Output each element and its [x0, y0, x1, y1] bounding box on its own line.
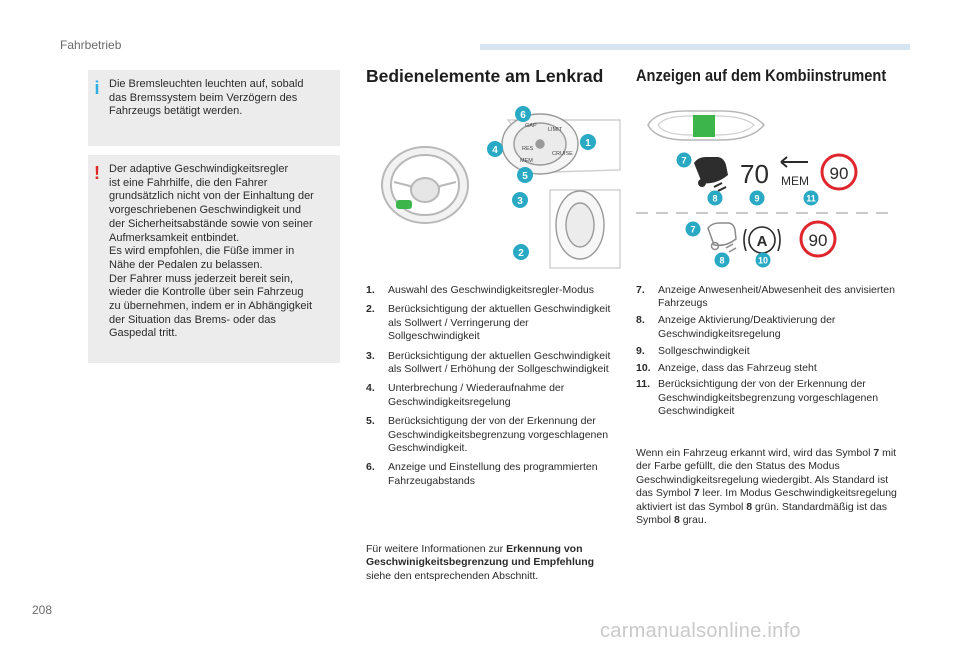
callout-1: 1: [585, 138, 591, 149]
adaptive-car-icon-outline: [708, 223, 736, 252]
adaptive-a-letter: A: [756, 233, 768, 250]
info-icon: i: [94, 78, 100, 98]
callout-3: 3: [517, 196, 523, 207]
stalk-label-res: RES: [522, 146, 534, 152]
callout-7-top: 7: [681, 155, 687, 166]
list-item: 7. Anzeige Anwesenheit/Abwesenheit des anvisierten Fahrzeugs: [636, 284, 895, 310]
page-number: 208: [32, 603, 53, 617]
callout-8-top: 8: [712, 193, 718, 204]
callout-11: 11: [806, 193, 816, 204]
callout-6: 6: [520, 110, 526, 121]
callout-9: 9: [754, 193, 760, 204]
header-bar: [480, 44, 910, 50]
steering-figure: [380, 100, 630, 275]
info-note: [88, 70, 340, 146]
list-item: 5. Berücksichtigung der von der Erkennung der Geschwindigkeitsbegrenzung vorgeschlagenen Geschwindigkeit.: [366, 415, 609, 455]
list-item: 10. Anzeige, dass das Fahrzeug steht: [636, 361, 817, 374]
callout-2: 2: [518, 248, 524, 259]
instrument-list: [636, 284, 898, 422]
speed-limit-bottom-value: 90: [808, 231, 828, 250]
list-item: 9. Sollgeschwindigkeit: [636, 344, 750, 357]
list-item: 3. Berücksichtigung der aktuellen Geschwindigkeit als Sollwert / Erhöhung der Sollgeschwindigkeit: [366, 349, 611, 376]
controls-list: [366, 284, 622, 494]
mem-label: MEM: [781, 174, 809, 188]
heading-controls: Bedienelemente am Lenkrad: [366, 66, 604, 86]
callout-4: 4: [492, 145, 498, 156]
instrument-figure: [636, 105, 898, 275]
heading-instrument: Anzeigen auf dem Kombiinstrument: [636, 66, 887, 85]
steering-wheel-illustration: [382, 147, 468, 223]
speed-limit-top-value: 90: [829, 164, 849, 183]
instrument-paragraph: Wenn ein Fahrzeug erkannt wird, wird das Symbol 7 mit der Farbe gefüllt, die den Status des Modus Geschwindigkeitsregelung wiedergibt. Als Standard ist das Symbol 7 leer. Im Modus Geschwindigkeitsregelung aktiviert ist das Symbol 8 grün. Standardmäßig ist das Symbol 8 grau.: [636, 447, 897, 527]
section-title: Fahrbetrieb: [60, 38, 122, 52]
warning-icon: !: [94, 163, 100, 183]
callout-10: 10: [757, 255, 769, 266]
callout-8-bottom: 8: [719, 255, 725, 266]
warning-note-text: Der adaptive Geschwindigkeitsregler ist eine Fahrhilfe, die den Fahrer grundsätzlich nicht von der Einhaltung der vorgeschriebenen Geschwindigkeit und der Sicherheitsabstände sowie von seiner Aufmerksamkeit entbindet. Es wird empfohlen, die Füße immer in Nähe der Pedalen zu belassen. Der Fahrer muss jederzeit bereit sein, wieder die Kontrolle über sein Fahrzeug zu übernehmen, indem er in Abhängigkeit der Situation das Brems- oder das Gaspedal tritt.: [109, 163, 314, 340]
set-speed-value: 70: [740, 159, 769, 189]
adaptive-a-icon: [744, 227, 780, 253]
arrow-left-icon: [781, 157, 808, 167]
warning-note: [88, 155, 340, 363]
list-item: 2. Berücksichtigung der aktuellen Geschwindigkeit als Sollwert / Verringerung der Sollgeschwindigkeit: [366, 303, 611, 343]
stalk-label-gap: GAP: [525, 123, 537, 129]
list-item: 11. Berücksichtigung der von der Erkennung der Geschwindigkeitsbegrenzung vorgeschlagenen Geschwindigkeit: [636, 378, 879, 418]
stalk-label-limit: LIMIT: [548, 127, 563, 133]
stalk-label-mem: MEM: [520, 158, 533, 164]
info-note-text: Die Bremsleuchten leuchten auf, sobald das Bremssystem beim Verzögern des Fahrzeugs betätigt werden.: [109, 78, 304, 118]
stalk-highlight: [396, 200, 412, 209]
list-item: 8. Anzeige Aktivierung/Deaktivierung der Geschwindigkeitsregelung: [636, 314, 836, 340]
list-item: 4. Unterbrechung / Wiederaufnahme der Geschwindigkeitsregelung: [366, 382, 565, 408]
list-item: 1. Auswahl des Geschwindigkeitsregler-Modus: [366, 284, 595, 296]
stalk-label-cruise: CRUISE: [552, 151, 573, 157]
adaptive-car-icon-filled: [694, 157, 728, 191]
list-item: 6. Anzeige und Einstellung des programmierten Fahrzeugabstands: [366, 461, 598, 487]
callout-7-bottom: 7: [690, 224, 696, 235]
instrument-cluster-icon: [648, 111, 764, 140]
callout-5: 5: [522, 171, 528, 182]
watermark: carmanualsonline.info: [600, 620, 801, 642]
controls-footer-paragraph: Für weitere Informationen zur Erkennung von Geschwinigkeitsbegrenzung und Empfehlung siehe den entsprechenden Abschnitt.: [366, 543, 595, 582]
